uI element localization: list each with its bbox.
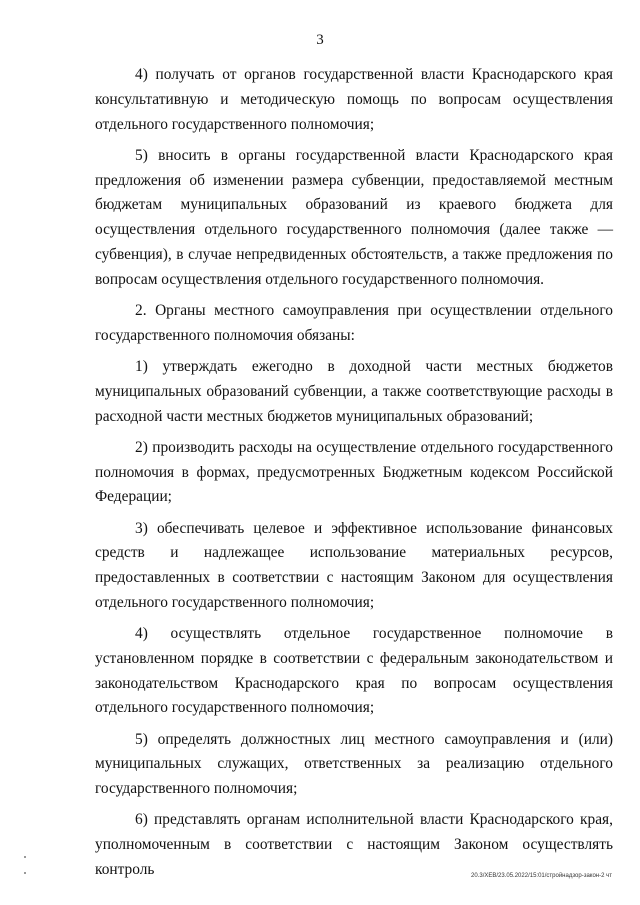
paragraph: 1) утверждать ежегодно в доходной части местных бюджетов муниципальных образований субвенции, а также соответствующие расходы в расходной части местных бюджетов муниципальных образований; [95, 357, 613, 425]
page-number: 3 [316, 32, 324, 48]
margin-mark [24, 872, 26, 874]
paragraph: 5) определять должностных лиц местного самоуправления и (или) муниципальных служащих, ответственных за реализацию отдельного государственного полномочия; [95, 730, 613, 798]
paragraph: 3) обеспечивать целевое и эффективное использование финансовых средств и надлежащее использование материальных ресурсов, предоставленных в соответствии с настоящим Законом для осуществления отдельного государственного полномочия; [95, 519, 613, 611]
paragraph: 4) получать от органов государственной власти Краснодарского края консультативную и методическую помощь по вопросам осуществления отдельного государственного полномочия; [95, 66, 613, 133]
paragraph: 2. Органы местного самоуправления при осуществлении отдельного государственного полномочия обязаны: [95, 301, 613, 344]
paragraph: 6) представлять органам исполнительной власти Краснодарского края, уполномоченным в соответствии с настоящим Законом осуществлять контроль [95, 811, 613, 879]
paragraph: 4) осуществлять отдельное государственное полномочие в установленном порядке в соответствии с федеральным законодательством и законодательством Краснодарского края по вопросам осуществления отдельного государственного полномочия; [95, 625, 613, 717]
margin-mark [24, 856, 26, 858]
document-body [95, 63, 613, 889]
footer-stamp: 20.3/ХЕВ/23.05.2022/15:01/стройнадзор-закон-2 чт [471, 873, 612, 879]
paragraph: 5) вносить в органы государственной власти Краснодарского края предложения об изменении размера субвенции, предоставляемой местным бюджетам муниципальных образований из краевого бюджета для осуществления отдельного государственного полномочия (далее также — субвенция), в случае непредвиденных обстоятельств, а также предложения по вопросам осуществления отдельного государственного полномочия. [95, 146, 613, 288]
paragraph: 2) производить расходы на осуществление отдельного государственного полномочия в формах, предусмотренных Бюджетным кодексом Российской Федерации; [95, 438, 613, 506]
